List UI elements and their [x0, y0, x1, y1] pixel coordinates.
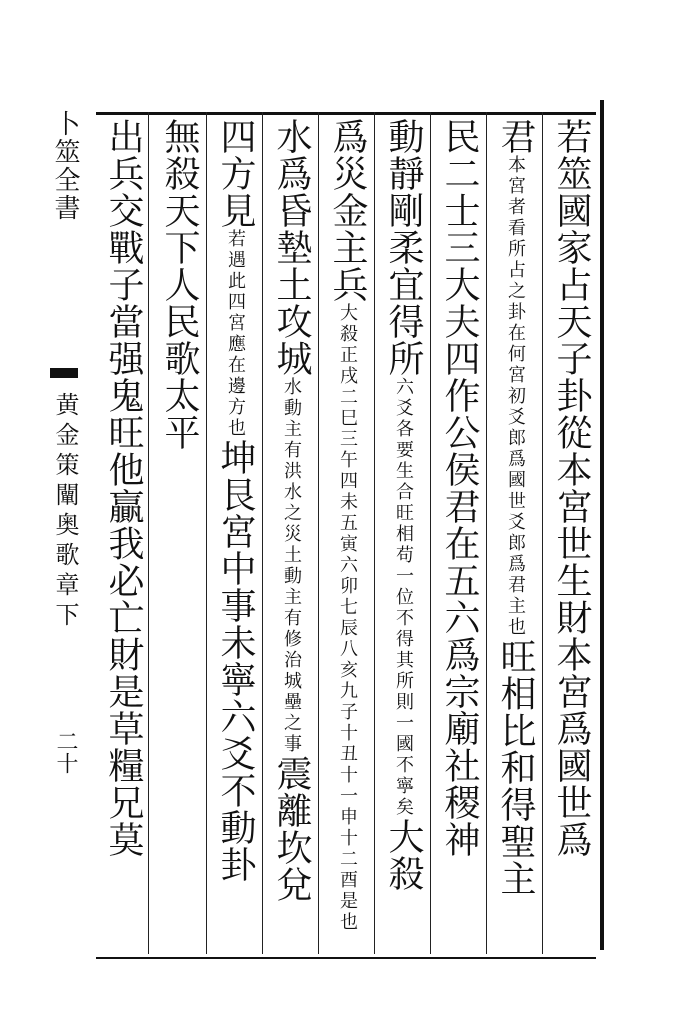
column-tail-text: 財本宮爲國世爲: [551, 599, 592, 858]
annotation-left: 動主有修治城壘之事: [281, 566, 302, 755]
column-divider: [262, 112, 263, 954]
text-column-9: [102, 118, 144, 950]
right-border-rule: [600, 100, 604, 950]
column-tail-text: 旺相比和得聖主: [495, 638, 536, 897]
book-title: 卜筮全書: [50, 110, 80, 222]
annotation-right: 六爻各要生合旺相: [393, 377, 414, 545]
page-number: 二十: [53, 730, 78, 774]
annotation-right: 大殺正戌二巳三午四未五寅六卯七: [337, 303, 358, 618]
column-tail-text: 震離坎兌: [271, 755, 312, 903]
column-divider: [148, 112, 149, 954]
column-main-text: 若筮國家占天子: [551, 118, 592, 377]
annotation-left: 應在邊方也: [225, 334, 246, 439]
text-column-1: [550, 118, 592, 950]
column-tail-text: 坤艮宮中事未寧六爻不動卦: [215, 439, 256, 883]
text-column-2: [494, 118, 536, 950]
text-column-5: [326, 118, 368, 950]
fish-tail-mark: [50, 368, 78, 378]
column-main-text: 水爲昏墊土攻城: [271, 118, 312, 377]
text-column-3: [438, 118, 480, 950]
column-tail-text: 大殺: [383, 818, 424, 892]
annotation-right: 本宮者看所占之卦在何宮: [505, 155, 526, 386]
column-main-text: 爲災金主兵: [327, 118, 368, 303]
column-main-text: 君: [495, 118, 536, 155]
column-main-text: 無殺天下人民歌太平: [159, 118, 200, 451]
column-main-text: 四方見: [215, 118, 256, 229]
annotation-left: 初爻郎爲國世爻郎爲君主也: [505, 386, 526, 638]
column-divider: [430, 112, 431, 954]
text-column-4: [382, 118, 424, 950]
column-main-text: 動靜剛柔宜得所: [383, 118, 424, 377]
column-divider: [374, 112, 375, 954]
annotation-right: 若遇此四宮: [225, 229, 246, 334]
annotation-left: 辰八亥九子十丑十一申十二酉是也: [337, 618, 358, 933]
annotation-right: 水動主有洪水之災土: [281, 377, 302, 566]
column-main-text: 卦從本宮世生: [551, 377, 592, 599]
column-divider: [206, 112, 207, 954]
chapter-title: 黄金策闡奥歌章下: [51, 392, 79, 632]
text-column-7: [214, 118, 256, 950]
column-main-text: 民二士三大夫四作公侯君在五六爲宗廟社稷神: [439, 118, 480, 858]
column-divider: [542, 112, 543, 954]
text-column-6: [270, 118, 312, 950]
column-main-text: 出兵交戰子當强鬼旺他贏我必亡財是草糧兄莫: [103, 118, 144, 858]
annotation-left: 苟一位不得其所則一國不寧矣: [393, 545, 414, 818]
column-divider: [318, 112, 319, 954]
text-column-8: [158, 118, 200, 950]
column-divider: [486, 112, 487, 954]
block-heart-margin: [50, 110, 80, 930]
